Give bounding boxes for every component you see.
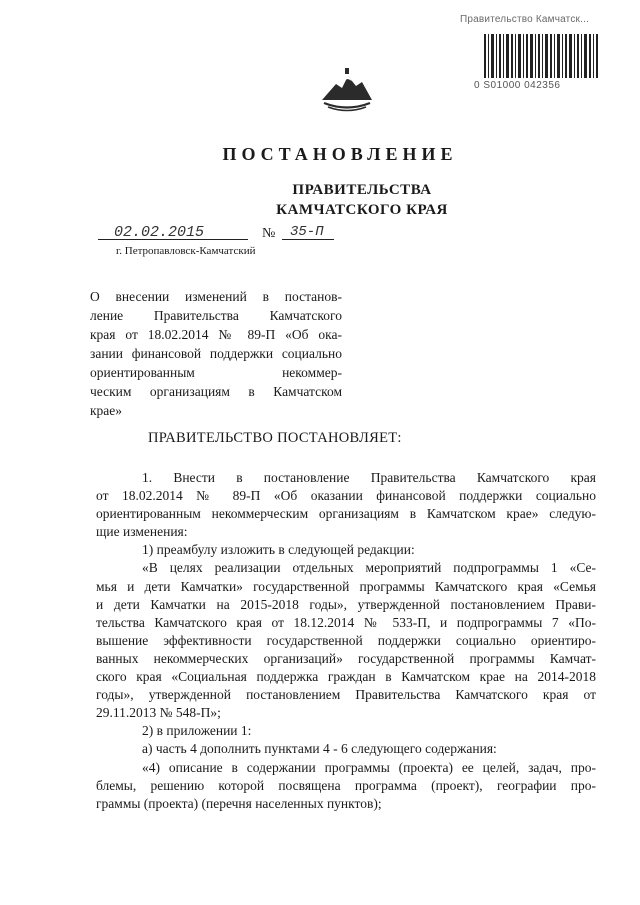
body-line: блемы, решению которой посвящена программа (проект), географии про-	[96, 777, 596, 793]
body-line: и дети Камчатки на 2015-2018 годы», утвержденной постановлением Прави-	[96, 596, 596, 612]
registration-stamp-organization: Правительство Камчатск...	[460, 14, 590, 25]
subject-line: ориентированным некоммер-	[90, 365, 342, 380]
document-date: 02.02.2015	[114, 224, 205, 241]
body-line: «В целях реализации отдельных мероприятий подпрограммы 1 «Се-	[142, 560, 596, 576]
body-line: вышение эффективности государственной поддержки социально ориентиро-	[96, 632, 596, 648]
issuer-heading	[262, 180, 462, 220]
subject-line: ление Правительства Камчатского	[90, 308, 342, 323]
issuer-line-2: КАМЧАТСКОГО КРАЯ	[276, 202, 448, 218]
body-line: ванных некоммерческих организаций» государственной программы Камчат-	[96, 650, 596, 666]
body-line: тельства Камчатского края от 18.12.2014 № 533-П, и подпрограммы 7 «По-	[96, 614, 596, 630]
date-underline	[98, 238, 248, 240]
barcode-number: 0 S01000 042356	[474, 80, 561, 91]
issuer-line-1: ПРАВИТЕЛЬСТВА	[292, 182, 432, 198]
document-type-title: ПОСТАНОВЛЕНИЕ	[222, 144, 458, 164]
body-line: щие изменения:	[96, 524, 188, 540]
body-line: граммы (проекта) (перечня населенных пунктов);	[96, 795, 382, 811]
number-label: №	[262, 226, 276, 241]
subject-line: зании финансовой поддержки социально	[90, 346, 342, 361]
document-subject	[90, 287, 342, 420]
document-body	[96, 469, 596, 813]
body-line: ского края «Социальная поддержка граждан в Камчатском крае на 2014-2018	[96, 669, 596, 685]
subject-line: О внесении изменений в постанов-	[90, 289, 342, 304]
decree-heading: ПРАВИТЕЛЬСТВО ПОСТАНОВЛЯЕТ:	[148, 430, 402, 446]
body-line: «4) описание в содержании программы (проекта) ее целей, задач, про-	[142, 759, 596, 775]
body-line: от 18.02.2014 № 89-П «Об оказании финансовой поддержки социально	[96, 488, 596, 504]
document-number: 35-П	[290, 224, 324, 240]
body-line: 1. Внести в постановление Правительства Камчатского края	[142, 470, 596, 485]
body-line: годы», утвержденной постановлением Правительства Камчатского края от	[96, 687, 596, 703]
number-underline	[282, 238, 334, 240]
body-line: 2) в приложении 1:	[142, 723, 252, 739]
body-line: мья и дети Камчатки» государственной программы Камчатского края «Семья	[96, 578, 596, 594]
issue-city: г. Петропавловск-Камчатский	[116, 245, 256, 257]
kamchatka-emblem-icon	[318, 66, 376, 114]
body-line: 1) преамбулу изложить в следующей редакции:	[142, 542, 415, 558]
body-line: ориентированным некоммерческим организациям в Камчатском крае» следую-	[96, 506, 596, 522]
subject-line: ческим организациям в Камчатском	[90, 384, 342, 399]
body-line: а) часть 4 дополнить пунктами 4 - 6 следующего содержания:	[142, 741, 497, 757]
body-line: 29.11.2013 № 548-П»;	[96, 705, 221, 721]
barcode	[480, 30, 602, 82]
subject-line: крае»	[90, 403, 123, 418]
subject-line: края от 18.02.2014 № 89-П «Об ока-	[90, 327, 342, 342]
